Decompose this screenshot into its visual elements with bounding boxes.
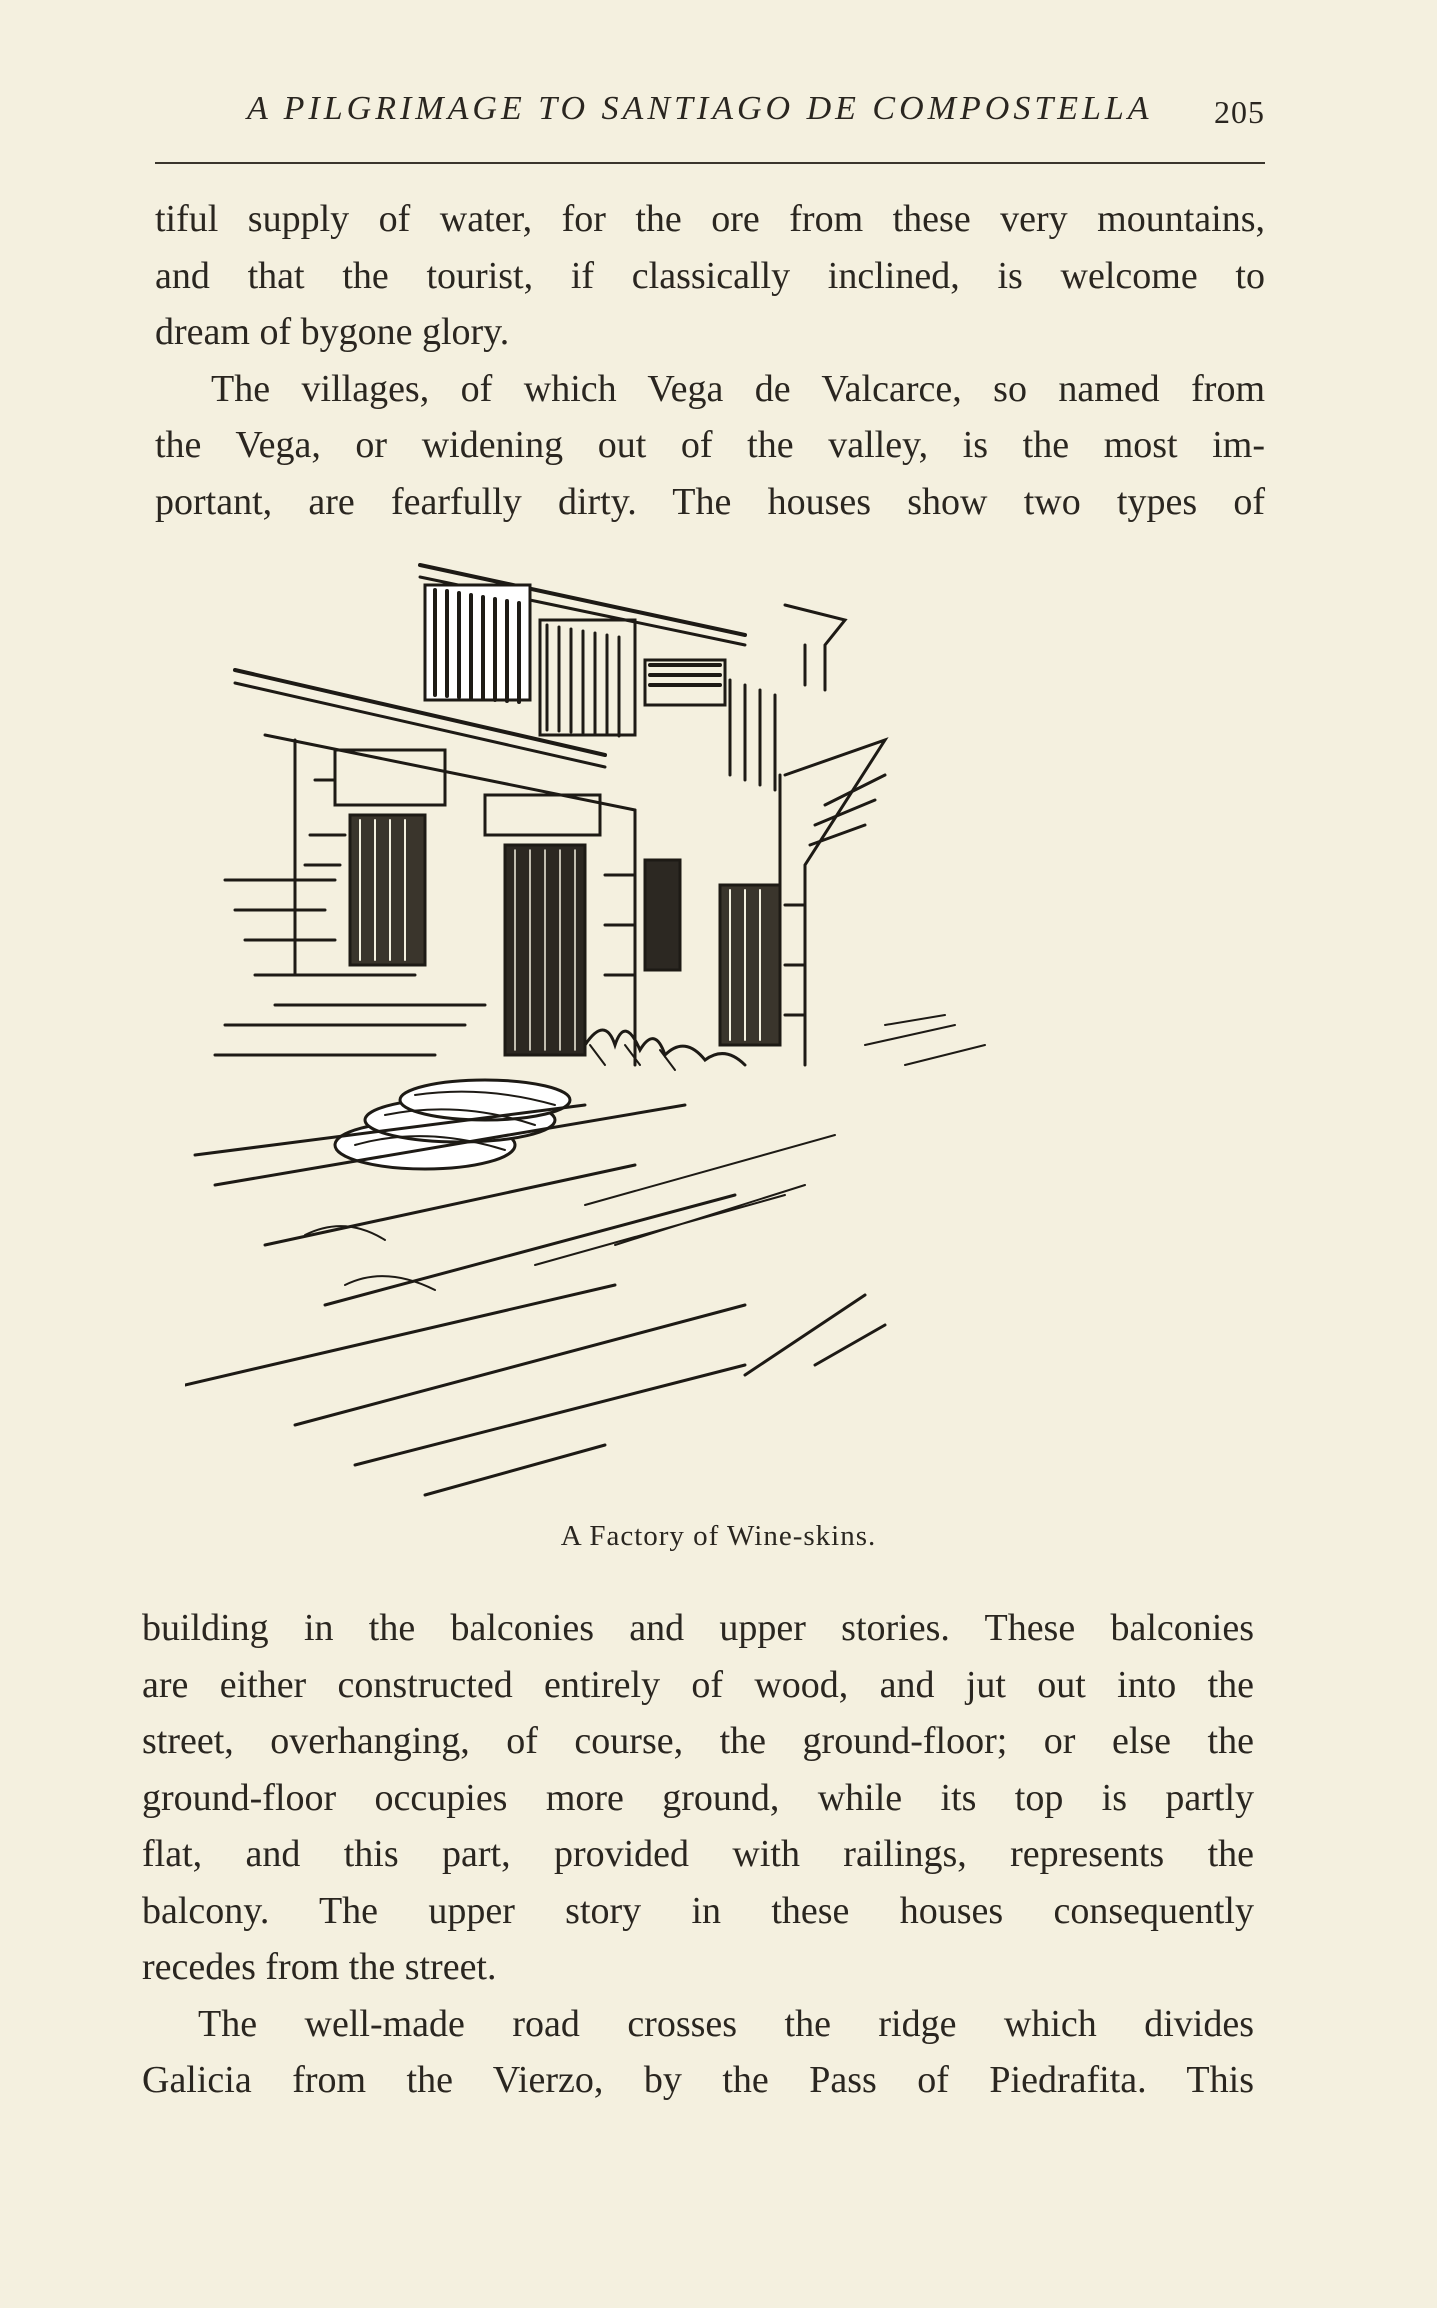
page-number: 205	[1214, 94, 1265, 130]
text-line: flat, and this part, provided with railings, represents the	[142, 1833, 1254, 1875]
text-line: balcony. The upper story in these houses consequently	[142, 1889, 1254, 1932]
text-line: The well-made road crosses the ridge which divides	[198, 2002, 1254, 2045]
engraving-drawing	[185, 545, 1235, 1515]
text-line: Galicia from the Vierzo, by the Pass of Piedrafita. This	[142, 2059, 1254, 2101]
figure-caption: A Factory of Wine-skins.	[560, 1520, 877, 1552]
text-line: and that the tourist, if classically inclined, is welcome to	[155, 254, 1265, 297]
running-title: A PILGRIMAGE TO SANTIAGO DE COMPOSTELLA	[247, 90, 1153, 127]
top-text-block	[155, 191, 1265, 530]
header-rule	[155, 162, 1265, 164]
running-head	[155, 90, 1265, 140]
text-line: dream of bygone glory.	[155, 311, 510, 353]
text-line: recedes from the street.	[142, 1946, 497, 1988]
text-line: the Vega, or widening out of the valley, is the most im-	[155, 424, 1265, 466]
text-line: are either constructed entirely of wood, and jut out into the	[142, 1663, 1254, 1706]
text-line: building in the balconies and upper stories. These balconies	[142, 1607, 1254, 1649]
text-line: portant, are fearfully dirty. The houses show two types of	[155, 480, 1265, 523]
text-line: The villages, of which Vega de Valcarce, so named from	[211, 367, 1265, 410]
bottom-text-block	[142, 1600, 1254, 2109]
wine-skin-factory-illustration	[185, 545, 1235, 1515]
text-line: street, overhanging, of course, the ground-floor; or else the	[142, 1720, 1254, 1762]
text-line: ground-floor occupies more ground, while its top is partly	[142, 1776, 1254, 1819]
text-line: tiful supply of water, for the ore from these very mountains,	[155, 198, 1265, 240]
